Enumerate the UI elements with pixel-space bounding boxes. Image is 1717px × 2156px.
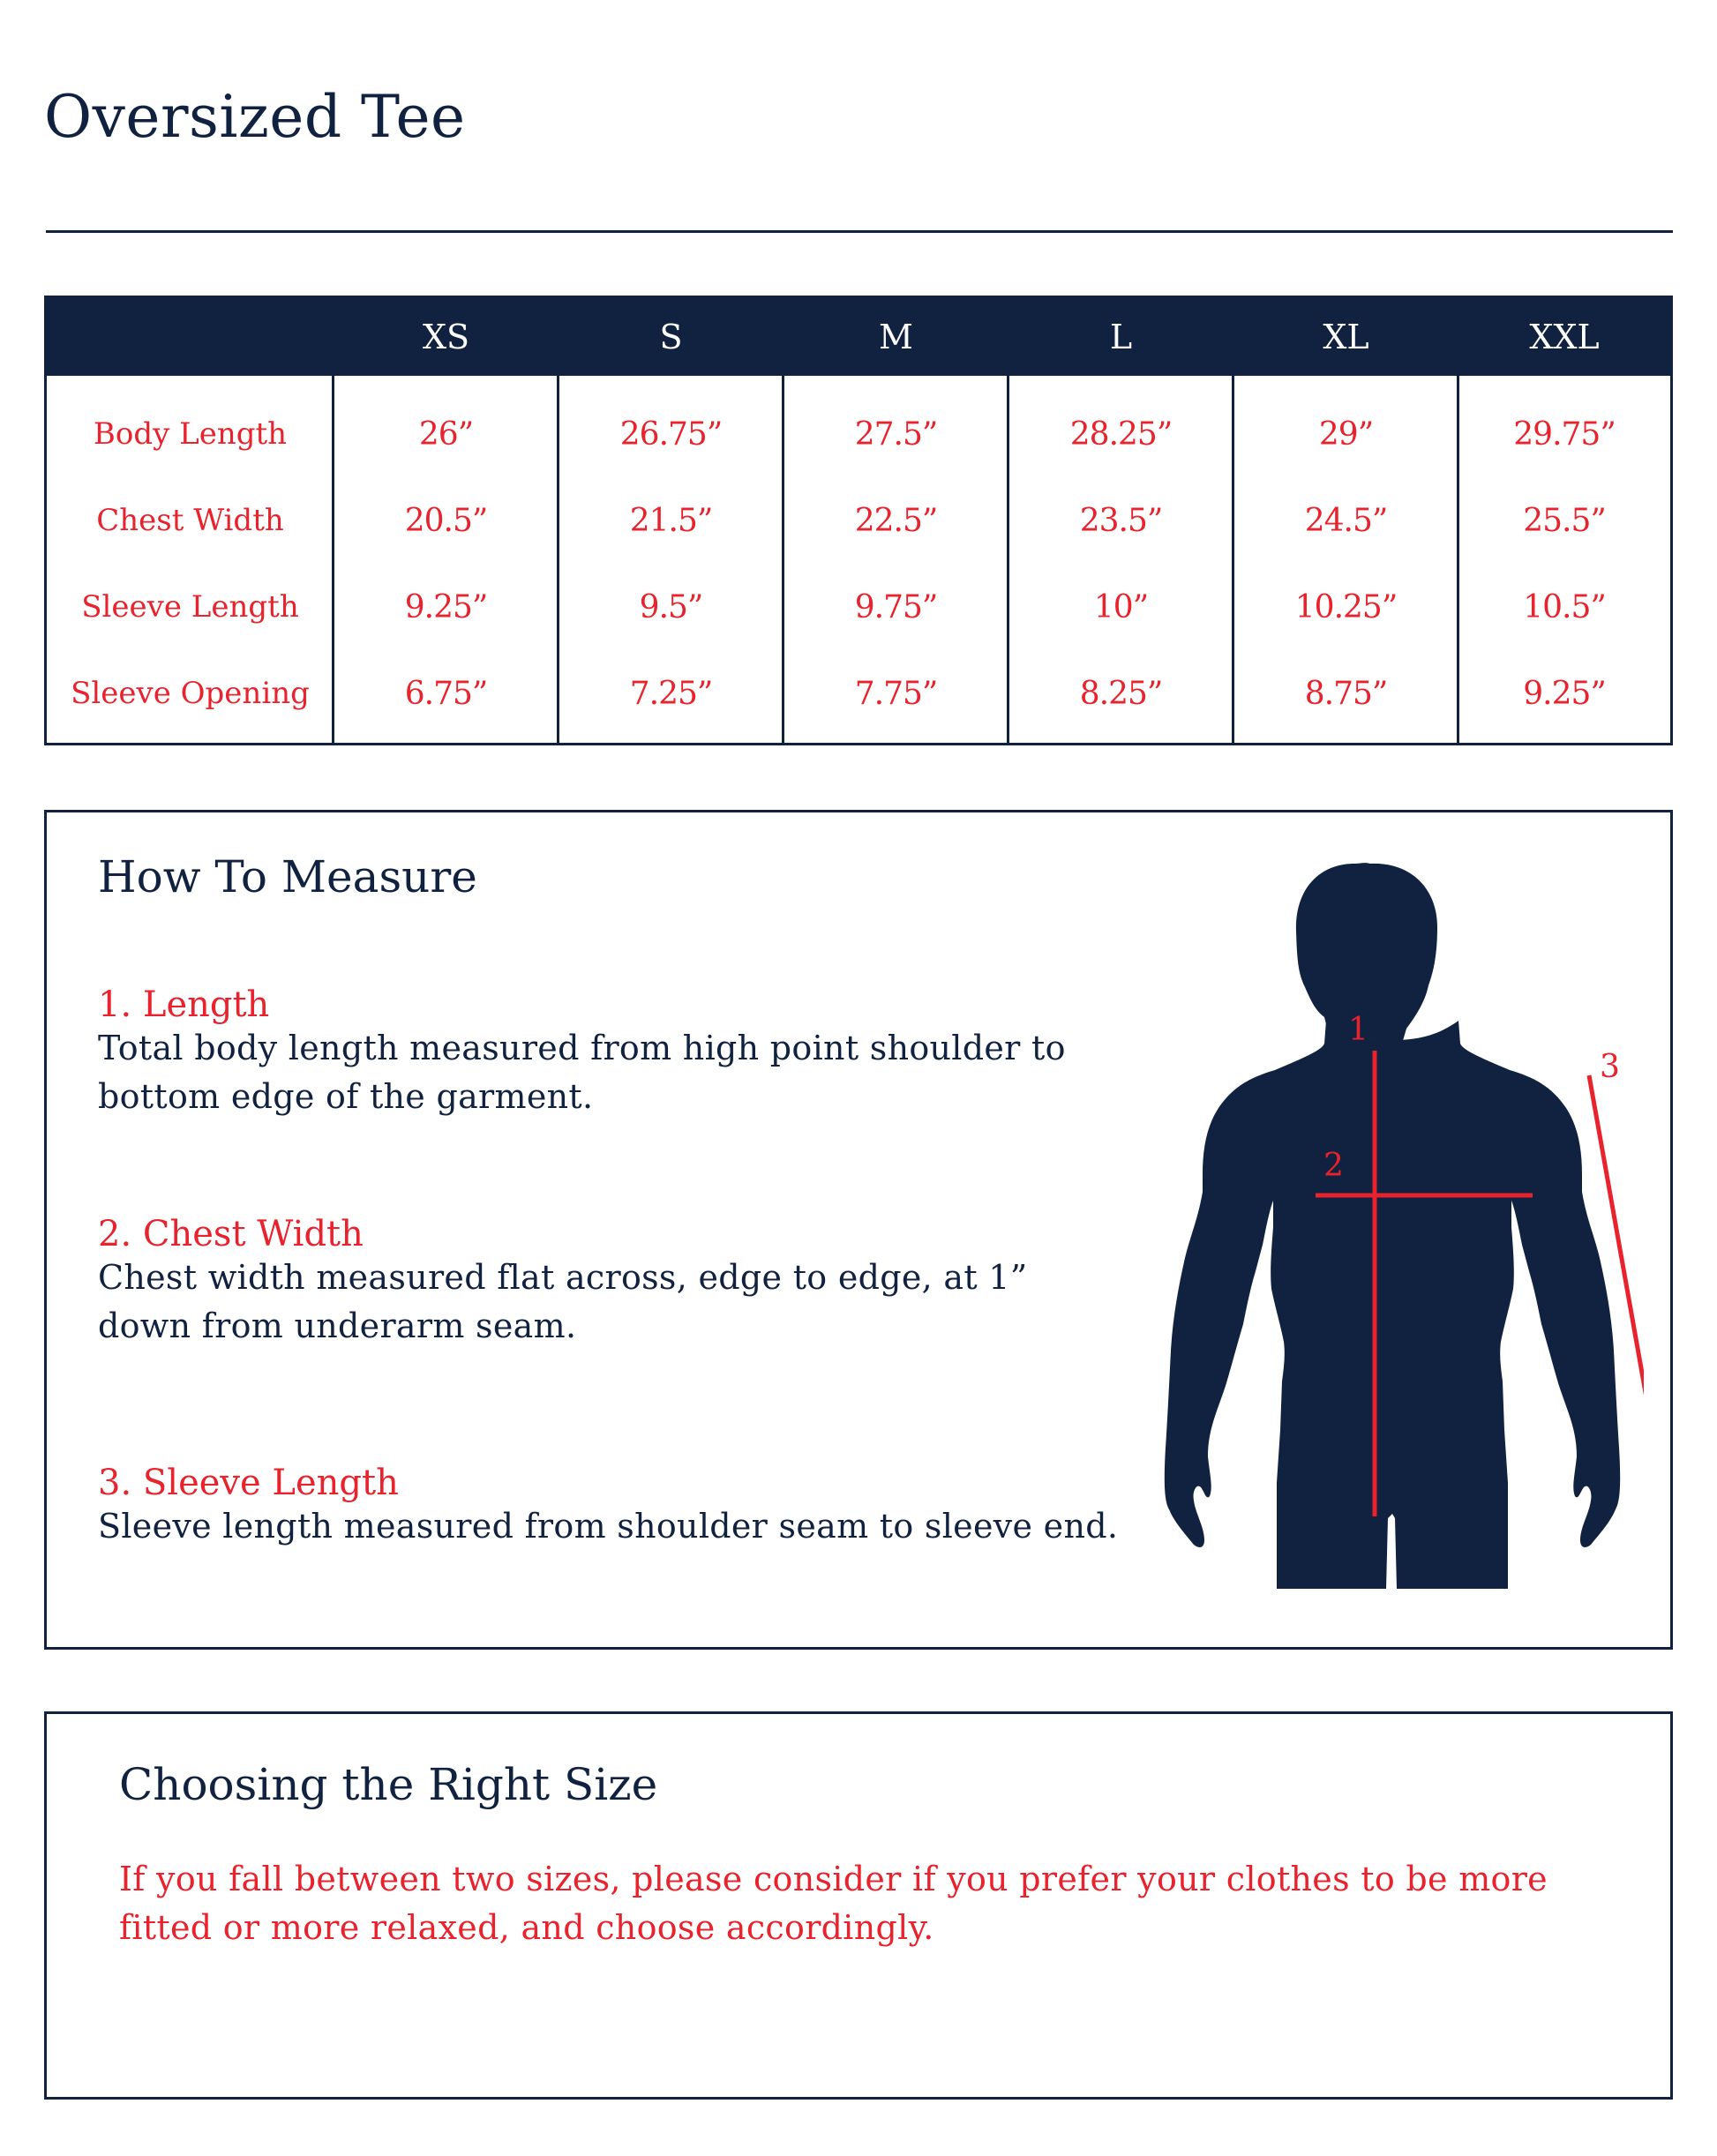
choosing-size-panel — [44, 1711, 1673, 2100]
table-cell: 20.5” — [404, 503, 488, 539]
body-silhouette-figure — [1150, 848, 1644, 1624]
table-cell: 21.5” — [629, 503, 713, 539]
choosing-size-title: Choosing the Right Size — [119, 1759, 658, 1810]
table-cell: 23.5” — [1079, 503, 1163, 539]
table-cell: 29.75” — [1513, 416, 1616, 453]
row-label-sleeve-opening: Sleeve Opening — [71, 676, 310, 711]
table-cell: 9.5” — [639, 589, 703, 625]
table-cell: 24.5” — [1304, 503, 1388, 539]
size-header-xl: XL — [1323, 318, 1369, 356]
measure-label-3: 3 — [1600, 1049, 1620, 1085]
size-header-xxl: XXL — [1529, 318, 1600, 356]
body-silhouette — [1165, 863, 1620, 1589]
table-cell: 9.25” — [1523, 676, 1606, 712]
table-cell: 26” — [418, 416, 474, 453]
table-cell: 6.75” — [404, 676, 488, 712]
table-cell: 8.25” — [1079, 676, 1163, 712]
step-sleeve-title: 3. Sleeve Length — [98, 1463, 399, 1503]
table-cell: 10.25” — [1294, 589, 1398, 625]
table-cell: 7.75” — [854, 676, 938, 712]
size-header-s: S — [659, 318, 683, 356]
row-label-chest-width: Chest Width — [96, 503, 284, 538]
size-header-l: L — [1109, 318, 1133, 356]
table-cell: 10.5” — [1523, 589, 1606, 625]
choosing-size-text: If you fall between two sizes, please consider if you prefer your clothes to be more fitted or more relaxed, and choose accordingly. — [119, 1860, 1548, 1947]
table-cell: 7.25” — [629, 676, 713, 712]
table-cell: 28.25” — [1069, 416, 1173, 453]
table-cell: 25.5” — [1523, 503, 1606, 539]
step-length-desc: Total body length measured from high point shoulder to bottom edge of the garment. — [98, 1029, 1066, 1116]
size-chart-table — [44, 296, 1673, 745]
size-header-row — [47, 298, 1670, 376]
page-title: Oversized Tee — [44, 83, 466, 151]
table-cell: 10” — [1093, 589, 1149, 625]
row-label-sleeve-length: Sleeve Length — [81, 589, 299, 625]
how-to-measure-panel — [44, 810, 1673, 1650]
size-header-xs: XS — [422, 318, 470, 356]
table-cell: 27.5” — [854, 416, 938, 453]
row-label-body-length: Body Length — [93, 416, 288, 452]
step-chest-title: 2. Chest Width — [98, 1214, 364, 1254]
table-cell: 29” — [1318, 416, 1374, 453]
title-divider — [46, 230, 1673, 233]
how-to-measure-title: How To Measure — [98, 851, 477, 902]
table-cell: 9.75” — [854, 589, 938, 625]
measure-label-1: 1 — [1348, 1012, 1368, 1048]
measure-label-2: 2 — [1323, 1148, 1344, 1184]
table-cell: 8.75” — [1304, 676, 1388, 712]
size-header-m: M — [879, 318, 913, 356]
table-cell: 22.5” — [854, 503, 938, 539]
step-length-title: 1. Length — [98, 984, 270, 1025]
step-sleeve-desc: Sleeve length measured from shoulder seam to sleeve end. — [98, 1507, 1119, 1546]
table-cell: 26.75” — [619, 416, 723, 453]
step-chest-desc: Chest width measured flat across, edge to edge, at 1” down from underarm seam. — [98, 1258, 1028, 1345]
table-cell: 9.25” — [404, 589, 488, 625]
